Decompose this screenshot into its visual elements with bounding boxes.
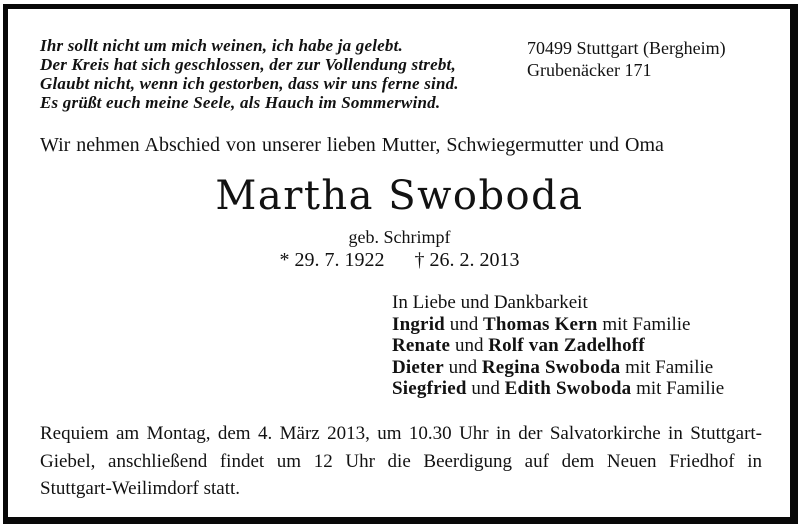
family-connector: und xyxy=(448,356,478,378)
family-line xyxy=(392,357,724,379)
family-name: Rolf van Zadelhoff xyxy=(488,335,645,356)
family-connector: und xyxy=(449,313,479,335)
poem-line: Der Kreis hat sich geschlossen, der zur Vollendung strebt, xyxy=(40,55,456,74)
death-date: † 26. 2. 2013 xyxy=(414,249,520,271)
family-name: Siegfried xyxy=(392,378,467,399)
family-line xyxy=(392,335,724,357)
address-block xyxy=(527,37,726,81)
family-line xyxy=(392,378,724,400)
family-suffix: mit Familie xyxy=(625,356,714,378)
funeral-details xyxy=(40,420,762,503)
address-street: Grubenäcker 171 xyxy=(527,60,652,80)
memorial-poem xyxy=(40,36,459,112)
family-name: Dieter xyxy=(392,356,444,378)
family-name: Ingrid xyxy=(392,313,445,335)
family-suffix: mit Familie xyxy=(602,313,691,335)
funeral-line: Stuttgart-Weilimdorf statt. xyxy=(40,478,241,499)
deceased-name: Martha Swoboda xyxy=(215,173,584,219)
birth-date: * 29. 7. 1922 xyxy=(279,249,385,271)
address-city: 70499 Stuttgart (Bergheim) xyxy=(527,38,726,58)
maiden-name: geb. Schrimpf xyxy=(348,227,451,247)
family-connector: und xyxy=(471,378,500,399)
intro-line: Wir nehmen Abschied von unserer lieben Mutter, Schwiegermutter und Oma xyxy=(40,134,664,156)
family-name: Renate xyxy=(392,335,451,356)
poem-line: Glaubt nicht, wenn ich gestorben, dass wir uns ferne sind. xyxy=(40,74,459,93)
family-block xyxy=(392,292,724,400)
family-connector: und xyxy=(454,335,484,356)
family-line xyxy=(392,314,724,336)
family-name: Edith Swoboda xyxy=(504,378,632,399)
closing-line: In Liebe und Dankbarkeit xyxy=(392,292,588,313)
family-suffix: mit Familie xyxy=(636,378,725,399)
family-name: Regina Swoboda xyxy=(481,356,621,378)
poem-line: Es grüßt euch meine Seele, als Hauch im Sommerwind. xyxy=(40,93,441,112)
poem-line: Ihr sollt nicht um mich weinen, ich habe ja gelebt. xyxy=(40,36,403,55)
life-dates xyxy=(9,248,790,272)
funeral-line: Giebel, anschließend findet um 12 Uhr die Beerdigung auf dem Neuen Friedhof in xyxy=(40,450,762,472)
funeral-line: Requiem am Montag, dem 4. März 2013, um 10.30 Uhr in der Salvatorkirche in Stuttgart- xyxy=(40,423,762,444)
family-name: Thomas Kern xyxy=(482,313,598,335)
